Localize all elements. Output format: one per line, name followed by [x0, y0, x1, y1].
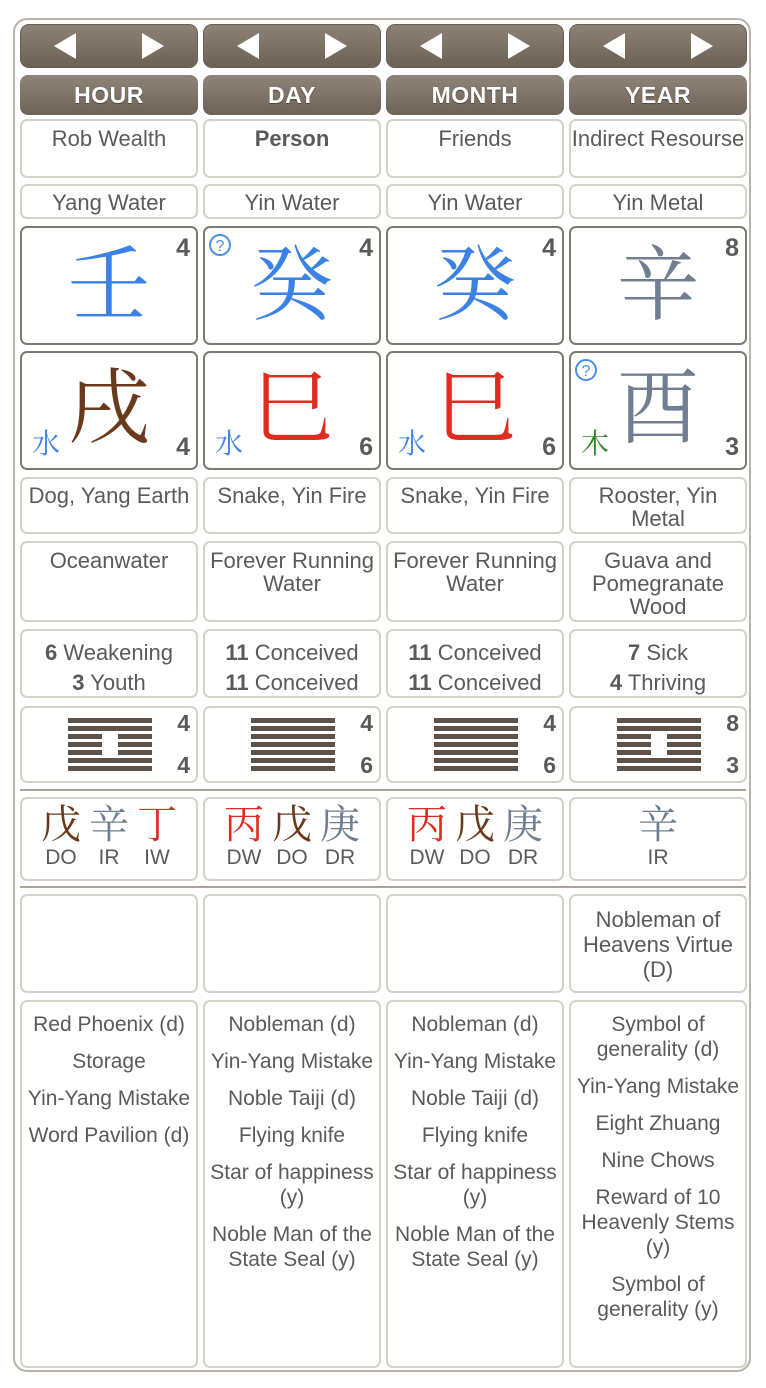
hexagram-line: [434, 750, 518, 755]
heavenly-stem-glyph: 癸: [433, 238, 516, 333]
life-stage-2: [22, 668, 196, 698]
hexagram-line: [617, 734, 701, 739]
hexagram-line: [434, 758, 518, 763]
hexagram-line: [251, 718, 335, 723]
hexagram-line: [617, 758, 701, 763]
next-button[interactable]: [658, 25, 746, 67]
prev-button[interactable]: [570, 25, 659, 67]
stage-label: Youth: [90, 670, 146, 695]
hexagram-icon: [68, 718, 152, 774]
branch-element-glyph: 水: [398, 427, 427, 460]
line-segment: [251, 750, 335, 755]
nayin-label: Forever Running Water: [210, 548, 374, 596]
hidden-stem-abbr: DW: [409, 846, 445, 869]
line-segment: [251, 718, 335, 723]
hexagram-line: [617, 718, 701, 723]
hidden-stem-glyph: 辛: [638, 802, 678, 848]
hexagram-line: [434, 726, 518, 731]
symbolic-star: Red Phoenix (d): [33, 1013, 185, 1036]
hidden-stem-glyph: 庚: [503, 802, 543, 848]
stage-number: 11: [225, 640, 249, 665]
hidden-stem: [320, 803, 360, 869]
line-segment: [434, 718, 518, 723]
hidden-stem-abbr: DR: [507, 846, 539, 869]
earthly-branch-glyph: 巳: [433, 361, 516, 456]
hexagram-top-number: 8: [726, 710, 739, 736]
line-segment: [118, 742, 152, 747]
hidden-stems: [205, 799, 379, 869]
line-segment: [68, 758, 152, 763]
symbolic-stars-cell: [569, 1000, 747, 1368]
life-stage-1: [205, 638, 379, 668]
hexagram-line: [434, 734, 518, 739]
hexagram-top-number: 4: [177, 710, 190, 736]
symbolic-star: Noble Taiji (d): [228, 1087, 356, 1110]
ten-god-cell: [20, 119, 198, 178]
stage-number: 11: [408, 640, 432, 665]
ten-god-cell: [203, 119, 381, 178]
life-stage-2: [388, 668, 562, 698]
hidden-stem: [41, 803, 81, 869]
earthly-branch-cell: [386, 351, 564, 470]
ten-god-cell: [386, 119, 564, 178]
earthly-branch-glyph: 酉: [616, 361, 699, 456]
ten-god-label: Indirect Resourse: [571, 126, 745, 151]
hidden-stem-abbr: DO: [276, 846, 308, 869]
symbolic-star: Yin-Yang Mistake: [27, 1087, 191, 1110]
hidden-stems-cell: [203, 797, 381, 881]
stage-label: Conceived: [254, 670, 359, 695]
arrow-left-icon: [603, 33, 625, 59]
symbolic-stars-cell: [20, 1000, 198, 1368]
hexagram-icon: [434, 718, 518, 774]
symbolic-star: Noble Man of the State Seal (y): [395, 1223, 555, 1271]
hidden-stem-abbr: DR: [324, 846, 356, 869]
symbolic-star: Flying knife: [421, 1124, 529, 1147]
hexagram-line: [68, 734, 152, 739]
animal-label: Rooster, Yin Metal: [598, 483, 718, 531]
nayin-label: Oceanwater: [49, 548, 169, 573]
hidden-stem-glyph: 戊: [272, 802, 312, 848]
symbolic-star: Reward of 10 Heavenly Stems (y): [581, 1186, 735, 1259]
stem-number: 4: [176, 234, 190, 262]
hidden-stem-abbr: IR: [98, 846, 120, 869]
ten-god-label: Person: [254, 126, 330, 151]
line-segment: [617, 758, 701, 763]
symbolic-star: Yin-Yang Mistake: [576, 1075, 740, 1098]
hexagram-icon: [617, 718, 701, 774]
stage-label: Weakening: [63, 640, 174, 665]
line-segment: [68, 734, 102, 739]
hexagram-bottom-number: 3: [726, 752, 739, 778]
line-segment: [617, 766, 701, 771]
hexagram-cell: [386, 706, 564, 783]
stem-element-cell: [20, 184, 198, 219]
stem-element-label: Yin Metal: [612, 190, 704, 215]
stage-label: Conceived: [254, 640, 359, 665]
ten-god-label: Friends: [438, 126, 512, 151]
prev-button[interactable]: [204, 25, 293, 67]
ten-god-label: Rob Wealth: [51, 126, 167, 151]
heavenly-stem-cell: [20, 226, 198, 345]
nobleman-label: Nobleman of Heavens Virtue (D): [582, 907, 733, 982]
life-stage-1: [388, 638, 562, 668]
hexagram-bottom-number: 6: [543, 752, 556, 778]
life-stage-1: [571, 638, 745, 668]
arrow-right-icon: [325, 33, 347, 59]
hidden-stem: [272, 803, 312, 869]
arrow-left-icon: [420, 33, 442, 59]
arrow-right-icon: [142, 33, 164, 59]
stem-element-cell: [569, 184, 747, 219]
hexagram-line: [68, 742, 152, 747]
symbolic-star: Star of happiness (y): [210, 1161, 374, 1209]
life-stage-2: [205, 668, 379, 698]
stem-element-label: Yang Water: [52, 190, 166, 215]
stage-label: Thriving: [627, 670, 707, 695]
stage-label: Conceived: [437, 670, 542, 695]
stem-number: 4: [542, 234, 556, 262]
hexagram-line: [434, 718, 518, 723]
line-segment: [617, 734, 651, 739]
heavenly-stem-glyph: 辛: [616, 238, 699, 333]
hidden-stem-glyph: 戊: [41, 802, 81, 848]
hidden-stem-abbr: DW: [226, 846, 262, 869]
hexagram-line: [68, 750, 152, 755]
hexagram-line: [251, 742, 335, 747]
line-segment: [617, 750, 651, 755]
next-button[interactable]: [292, 25, 380, 67]
line-segment: [68, 718, 152, 723]
hidden-stem: [137, 803, 177, 869]
symbolic-star: Flying knife: [238, 1124, 346, 1147]
branch-number: 4: [176, 433, 190, 461]
symbolic-star: Symbol of generality (y): [597, 1273, 719, 1321]
hexagram-top-number: 4: [543, 710, 556, 736]
hidden-stem-abbr: DO: [459, 846, 491, 869]
line-segment: [118, 750, 152, 755]
hidden-stem: [455, 803, 495, 869]
line-segment: [434, 758, 518, 763]
line-segment: [667, 734, 701, 739]
hidden-stem-glyph: 丙: [224, 802, 264, 848]
hexagram-line: [68, 726, 152, 731]
line-segment: [667, 750, 701, 755]
line-segment: [667, 742, 701, 747]
help-icon[interactable]: ?: [209, 234, 231, 256]
next-button[interactable]: [475, 25, 563, 67]
symbolic-star: Eight Zhuang: [595, 1112, 721, 1135]
nayin-cell: [203, 541, 381, 622]
hidden-stems: [22, 799, 196, 869]
heavenly-stem-glyph: 癸: [250, 238, 333, 333]
line-segment: [434, 726, 518, 731]
stage-label: Sick: [646, 640, 688, 665]
stage-number: 3: [72, 670, 85, 695]
life-stage-1: [22, 638, 196, 668]
symbolic-star: Symbol of generality (d): [596, 1013, 720, 1061]
hexagram-cell: [569, 706, 747, 783]
hexagram-icon: [251, 718, 335, 774]
line-segment: [617, 742, 651, 747]
nobleman-cell: [569, 894, 747, 993]
hexagram-bottom-number: 6: [360, 752, 373, 778]
branch-number: 6: [542, 433, 556, 461]
hexagram-cell: [20, 706, 198, 783]
line-segment: [434, 734, 518, 739]
next-button[interactable]: [109, 25, 197, 67]
line-segment: [251, 734, 335, 739]
stage-number: 4: [609, 670, 623, 695]
pillar-header: DAY: [203, 75, 381, 115]
hidden-stem: [638, 803, 678, 869]
hexagram-line: [68, 758, 152, 763]
arrow-right-icon: [691, 33, 713, 59]
line-segment: [434, 750, 518, 755]
life-stage-cell: [203, 629, 381, 698]
animal-cell: [20, 477, 198, 534]
hidden-stems: [388, 799, 562, 869]
line-segment: [68, 742, 102, 747]
animal-label: Dog, Yang Earth: [28, 483, 190, 508]
pillar-nav: [203, 24, 381, 68]
symbolic-star: Star of happiness (y): [393, 1161, 557, 1209]
hexagram-line: [617, 750, 701, 755]
earthly-branch-glyph: 戌: [67, 361, 150, 456]
hidden-stem: [407, 803, 447, 869]
stem-number: 4: [359, 234, 373, 262]
hexagram-line: [251, 766, 335, 771]
prev-button[interactable]: [21, 25, 110, 67]
stage-number: 6: [44, 640, 58, 665]
earthly-branch-cell: [20, 351, 198, 470]
heavenly-stem-cell: [203, 226, 381, 345]
branch-element-glyph: 水: [32, 427, 61, 460]
hexagram-line: [434, 742, 518, 747]
branch-number: 3: [725, 433, 739, 461]
nobleman-cell: [386, 894, 564, 993]
help-icon[interactable]: ?: [575, 359, 597, 381]
stem-number: 8: [725, 234, 739, 262]
nayin-cell: [569, 541, 747, 622]
symbolic-star: Nobleman (d): [411, 1013, 539, 1036]
animal-cell: [203, 477, 381, 534]
animal-cell: [569, 477, 747, 534]
stem-element-cell: [386, 184, 564, 219]
hidden-stem: [224, 803, 264, 869]
heavenly-stem-glyph: 壬: [67, 238, 150, 333]
hidden-stems: [571, 799, 745, 869]
nobleman-cell: [203, 894, 381, 993]
nobleman-cell: [20, 894, 198, 993]
hexagram-line: [251, 758, 335, 763]
hexagram-line: [68, 766, 152, 771]
symbolic-star: Word Pavilion (d): [28, 1124, 190, 1147]
arrow-right-icon: [508, 33, 530, 59]
stage-number: 7: [628, 640, 641, 665]
hidden-stem: [89, 803, 129, 869]
divider: [20, 789, 746, 791]
hexagram-cell: [203, 706, 381, 783]
line-segment: [617, 718, 701, 723]
pillar-header: YEAR: [569, 75, 747, 115]
earthly-branch-cell: [203, 351, 381, 470]
hidden-stem-glyph: 丙: [407, 802, 447, 848]
earthly-branch-glyph: 巳: [250, 361, 333, 456]
symbolic-stars-cell: [386, 1000, 564, 1368]
stem-element-label: Yin Water: [244, 190, 340, 215]
symbolic-star: Nine Chows: [601, 1149, 715, 1172]
line-segment: [251, 726, 335, 731]
arrow-left-icon: [237, 33, 259, 59]
pillar-nav: [386, 24, 564, 68]
animal-cell: [386, 477, 564, 534]
symbolic-stars-cell: [203, 1000, 381, 1368]
line-segment: [434, 766, 518, 771]
stem-element-label: Yin Water: [427, 190, 523, 215]
hidden-stems-cell: [20, 797, 198, 881]
line-segment: [434, 742, 518, 747]
hexagram-line: [251, 750, 335, 755]
hexagram-line: [617, 742, 701, 747]
nayin-label: Forever Running Water: [393, 548, 557, 596]
line-segment: [251, 758, 335, 763]
pillar-header: MONTH: [386, 75, 564, 115]
branch-element-glyph: 木: [581, 427, 610, 460]
stage-number: 11: [408, 670, 432, 695]
hexagram-line: [617, 766, 701, 771]
earthly-branch-cell: [569, 351, 747, 470]
hexagram-line: [434, 766, 518, 771]
hexagram-line: [617, 726, 701, 731]
line-segment: [68, 726, 152, 731]
animal-label: Snake, Yin Fire: [400, 483, 550, 508]
hexagram-line: [68, 718, 152, 723]
line-segment: [68, 766, 152, 771]
symbolic-star: Noble Man of the State Seal (y): [212, 1223, 372, 1271]
symbolic-star: Storage: [72, 1050, 146, 1073]
line-segment: [118, 734, 152, 739]
line-segment: [251, 766, 335, 771]
stem-element-cell: [203, 184, 381, 219]
heavenly-stem-cell: [569, 226, 747, 345]
arrow-left-icon: [54, 33, 76, 59]
stage-label: Conceived: [437, 640, 542, 665]
nayin-cell: [386, 541, 564, 622]
symbolic-star: Yin-Yang Mistake: [393, 1050, 557, 1073]
stage-number: 11: [225, 670, 249, 695]
life-stage-cell: [386, 629, 564, 698]
hexagram-line: [251, 726, 335, 731]
hidden-stems-cell: [569, 797, 747, 881]
nayin-cell: [20, 541, 198, 622]
nayin-label: Guava and Pomegranate Wood: [591, 548, 725, 619]
hidden-stem-glyph: 丁: [137, 802, 177, 848]
ten-god-cell: [569, 119, 747, 178]
life-stage-cell: [569, 629, 747, 698]
hidden-stem-abbr: IW: [144, 846, 170, 869]
heavenly-stem-cell: [386, 226, 564, 345]
hidden-stems-cell: [386, 797, 564, 881]
hexagram-bottom-number: 4: [177, 752, 190, 778]
life-stage-cell: [20, 629, 198, 698]
hidden-stem-glyph: 辛: [89, 802, 129, 848]
pillar-header: HOUR: [20, 75, 198, 115]
pillar-nav: [20, 24, 198, 68]
line-segment: [251, 742, 335, 747]
branch-element-glyph: 水: [215, 427, 244, 460]
hidden-stem-glyph: 戊: [455, 802, 495, 848]
hexagram-top-number: 4: [360, 710, 373, 736]
hidden-stem: [503, 803, 543, 869]
life-stage-2: [571, 668, 745, 698]
hexagram-line: [251, 734, 335, 739]
prev-button[interactable]: [387, 25, 476, 67]
pillar-nav: [569, 24, 747, 68]
line-segment: [617, 726, 701, 731]
hidden-stem-abbr: IR: [647, 846, 669, 869]
symbolic-star: Nobleman (d): [228, 1013, 356, 1036]
hidden-stem-abbr: DO: [45, 846, 77, 869]
hidden-stem-glyph: 庚: [320, 802, 360, 848]
symbolic-star: Yin-Yang Mistake: [210, 1050, 374, 1073]
line-segment: [68, 750, 102, 755]
symbolic-star: Noble Taiji (d): [411, 1087, 539, 1110]
branch-number: 6: [359, 433, 373, 461]
divider: [20, 886, 746, 888]
animal-label: Snake, Yin Fire: [217, 483, 367, 508]
